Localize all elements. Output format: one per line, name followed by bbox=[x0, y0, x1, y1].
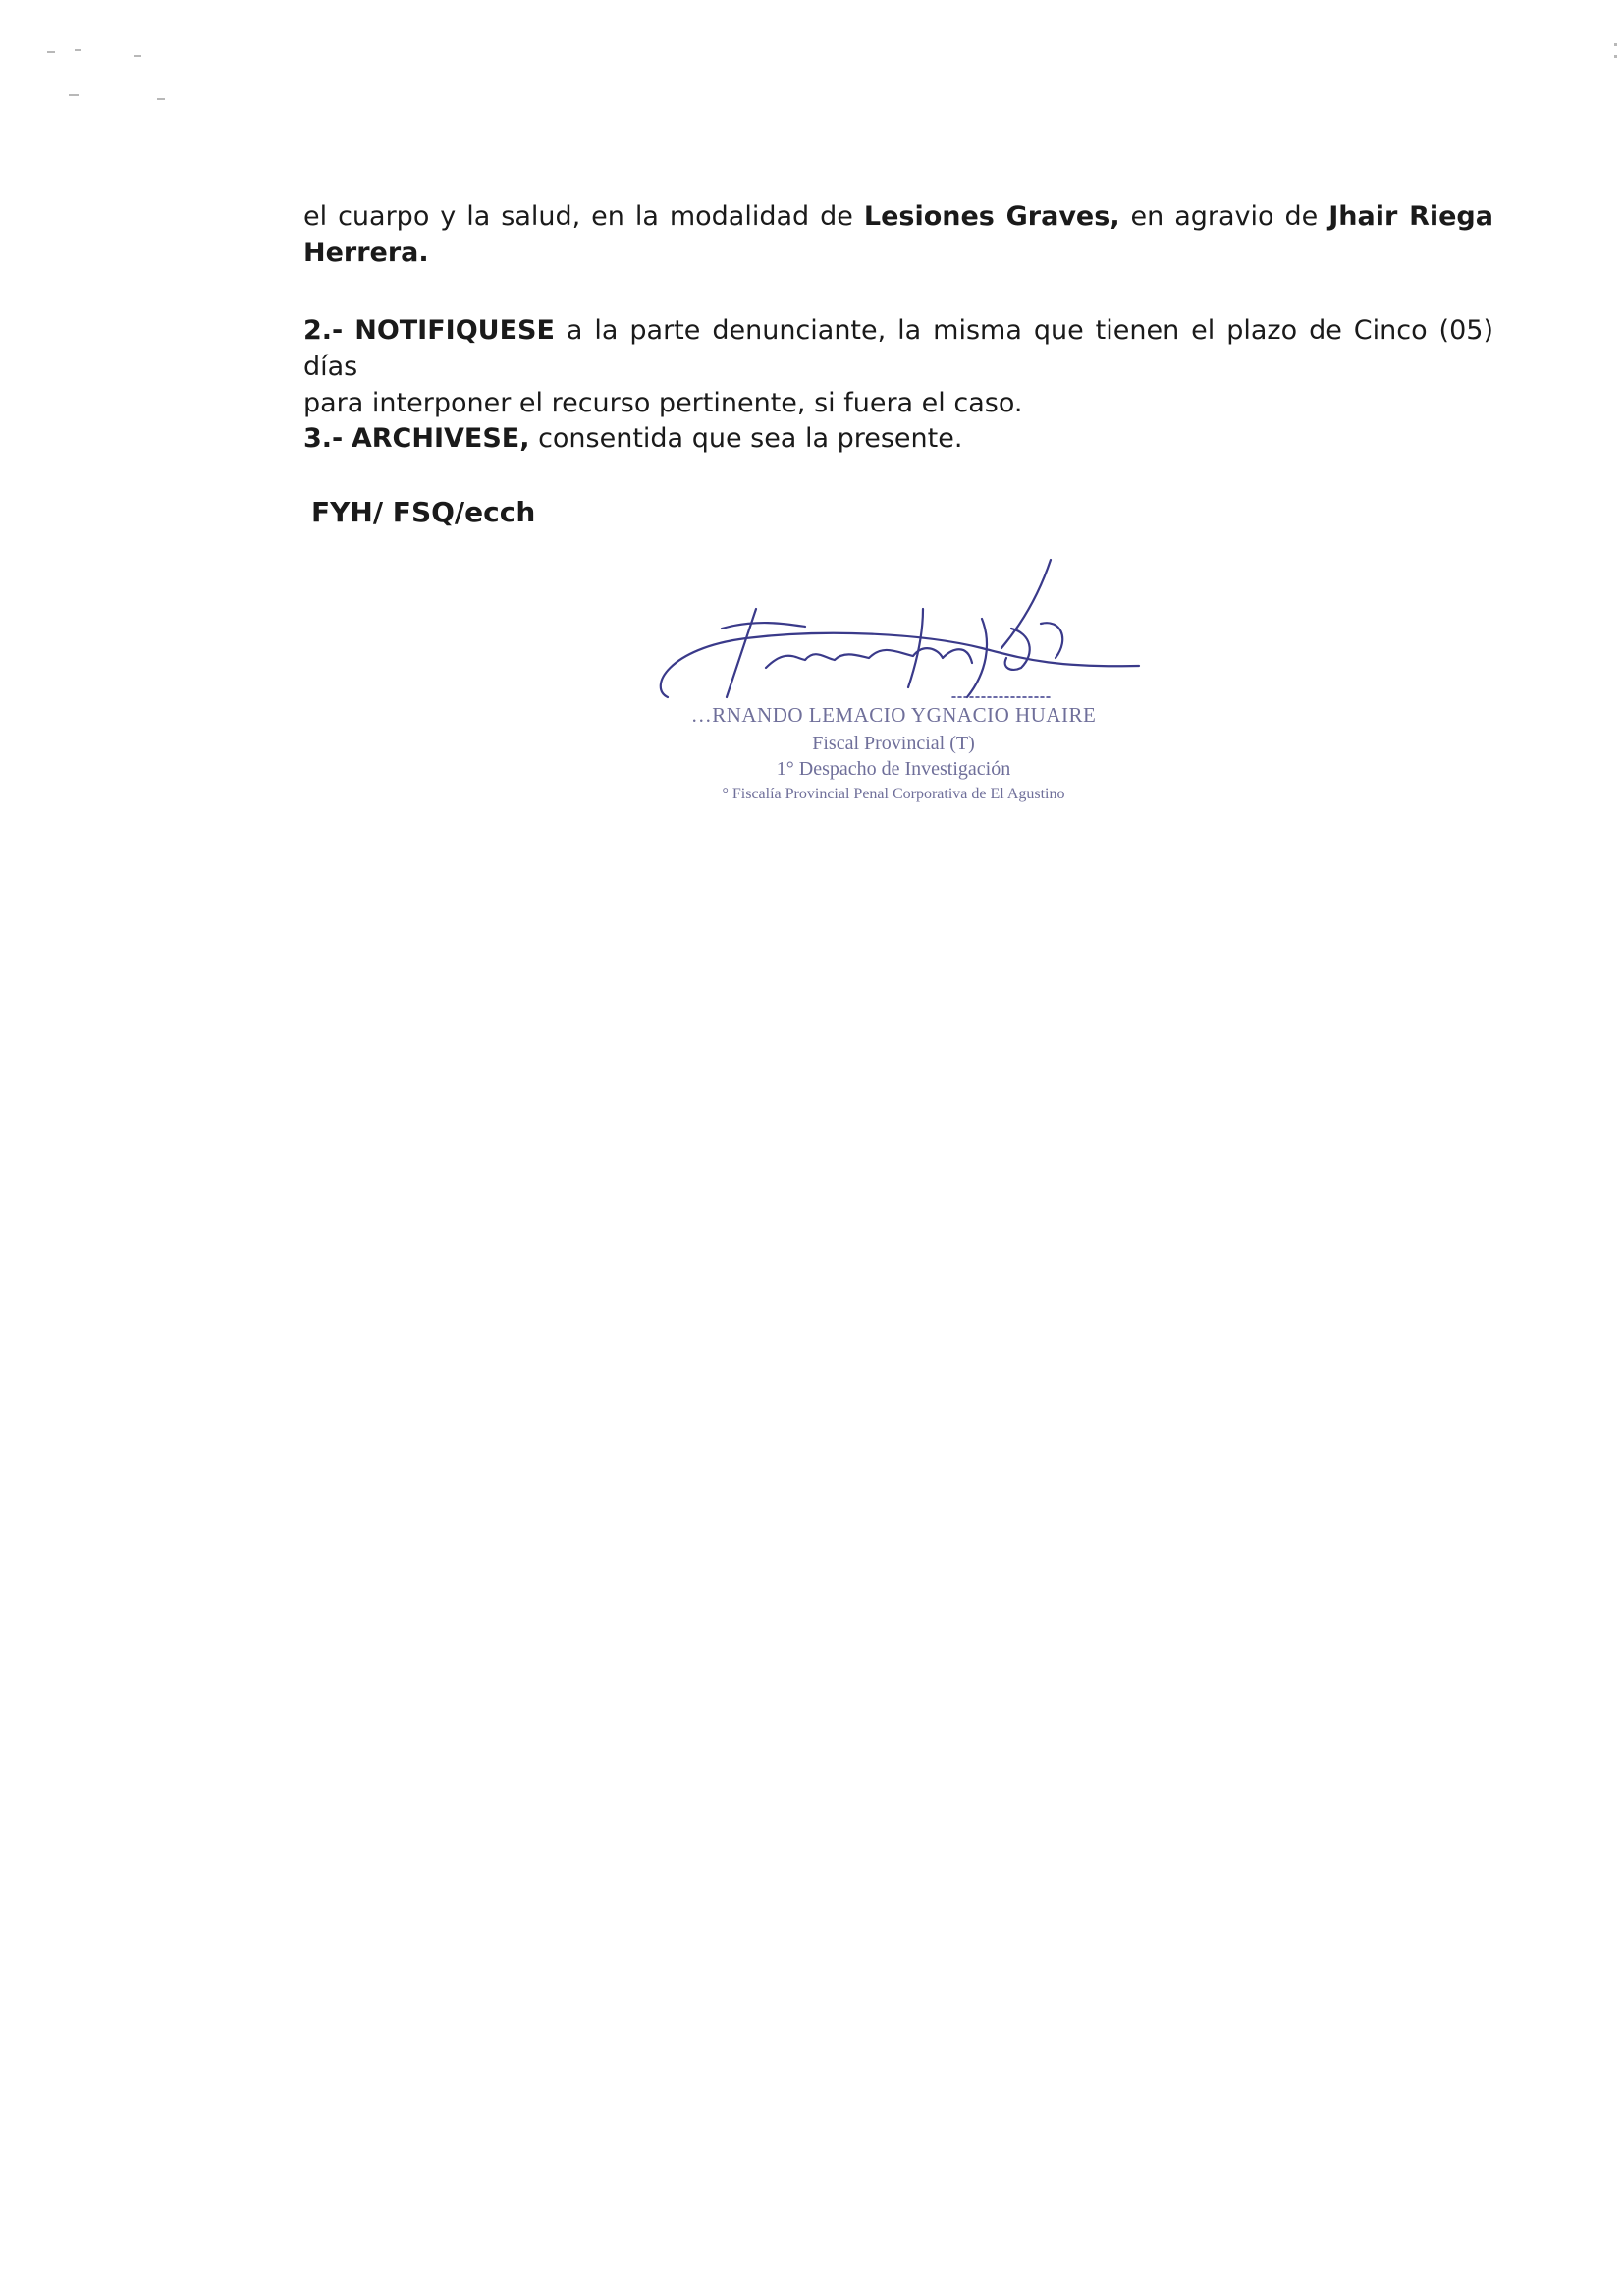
bold-span: NOTIFIQUESE bbox=[354, 315, 555, 346]
scan-speck bbox=[47, 51, 55, 53]
paragraph-line bbox=[303, 235, 1493, 271]
bold-span: Lesiones Graves, bbox=[863, 201, 1120, 232]
bold-span: ARCHIVESE, bbox=[351, 423, 530, 454]
text-span: para interponer el recurso pertinente, si fuera el caso. bbox=[303, 388, 1023, 418]
text-span: el cuarpo y la salud, en la modalidad de bbox=[303, 201, 864, 232]
scan-speck bbox=[69, 94, 79, 96]
paragraph-line bbox=[303, 198, 1493, 235]
stamp-name: …RNANDO LEMACIO YGNACIO HUAIRE bbox=[690, 703, 1097, 727]
handwritten-signature bbox=[628, 550, 1159, 717]
scan-speck bbox=[1614, 43, 1617, 46]
scan-speck bbox=[157, 98, 165, 100]
text-span: consentida que sea la presente. bbox=[529, 423, 963, 454]
item-number: 2.- bbox=[303, 315, 344, 346]
bold-span: Herrera. bbox=[303, 238, 429, 268]
scan-speck bbox=[134, 55, 141, 57]
signature-stamp bbox=[628, 550, 1159, 825]
scan-speck bbox=[75, 49, 81, 51]
paragraph-line bbox=[303, 312, 1493, 385]
stamp-title: Fiscal Provincial (T) bbox=[812, 733, 975, 754]
paragraph-notify bbox=[303, 312, 1493, 421]
stamp-office: 1° Despacho de Investigación bbox=[776, 758, 1011, 780]
stamp-fiscalia: ° Fiscalía Provincial Penal Corporativa de El Agustino bbox=[722, 786, 1065, 802]
item-number: 3.- bbox=[303, 423, 344, 454]
reference-initials: FYH/ FSQ/ecch bbox=[311, 496, 536, 528]
paragraph-line bbox=[303, 385, 1493, 421]
text-span: en agravio de bbox=[1119, 201, 1329, 232]
scan-speck bbox=[1614, 55, 1617, 58]
paragraph-line bbox=[303, 420, 1493, 457]
bold-span: Jhair Riega bbox=[1328, 201, 1493, 232]
text-span: a la parte denunciante, la misma que tienen el plazo de Cinco (05) días bbox=[303, 315, 1493, 382]
paragraph-conclusion bbox=[303, 198, 1493, 271]
paragraph-archive bbox=[303, 420, 1493, 457]
